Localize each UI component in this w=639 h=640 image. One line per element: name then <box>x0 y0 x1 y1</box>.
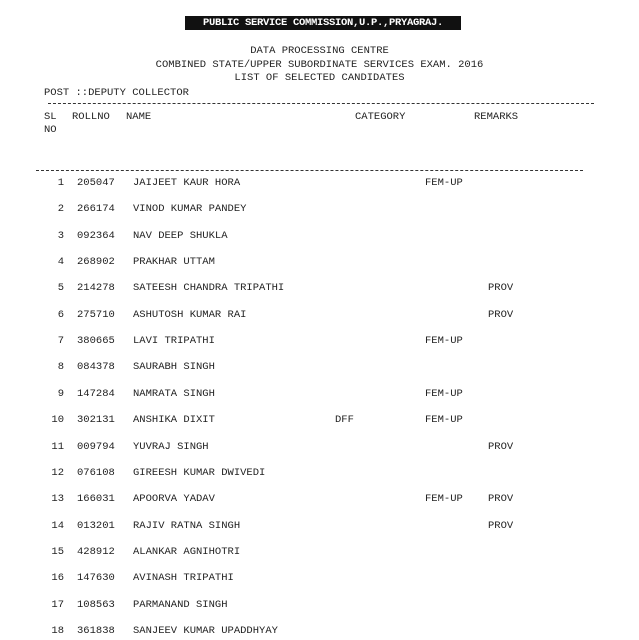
table-row <box>0 414 639 427</box>
candidate-name: PRAKHAR UTTAM <box>133 256 215 269</box>
candidate-name: NAMRATA SINGH <box>133 387 215 400</box>
sl-number: 7 <box>57 335 64 348</box>
roll-number: 108563 <box>77 598 115 611</box>
remarks-value: PROV <box>488 440 514 453</box>
sl-number: 5 <box>57 282 64 295</box>
candidate-name: SAURABH SINGH <box>133 361 215 374</box>
roll-number: 428912 <box>77 545 115 558</box>
candidate-name: VINOD KUMAR PANDEY <box>133 203 247 216</box>
col-name: NAME <box>126 111 152 123</box>
table-row <box>0 203 639 216</box>
table-row <box>0 282 639 295</box>
roll-number: 147284 <box>77 387 115 400</box>
roll-number: 268902 <box>77 256 115 269</box>
candidate-name: YUVRAJ SINGH <box>133 440 209 453</box>
subcategory-value: FEM-UP <box>425 335 463 348</box>
candidate-name: RAJIV RATNA SINGH <box>133 519 241 532</box>
roll-number: 009794 <box>77 440 115 453</box>
list-title: LIST OF SELECTED CANDIDATES <box>234 72 405 84</box>
candidate-name: APOORVA YADAV <box>133 493 215 506</box>
col-remarks: REMARKS <box>474 111 519 123</box>
table-row <box>0 230 639 243</box>
table-row <box>0 599 639 612</box>
sl-number: 10 <box>51 414 64 427</box>
table-row <box>0 441 639 454</box>
remarks-value: PROV <box>488 282 514 295</box>
table-row <box>0 625 639 638</box>
roll-number: 147630 <box>77 572 115 585</box>
table-row <box>0 177 639 190</box>
table-row <box>0 256 639 269</box>
commission-banner: PUBLIC SERVICE COMMISSION,U.P.,PRYAGRAJ. <box>185 16 461 30</box>
subcategory-value: FEM-UP <box>425 387 463 400</box>
table-row <box>0 388 639 401</box>
col-rollno: ROLLNO <box>72 111 110 123</box>
table-row <box>0 493 639 506</box>
roll-number: 266174 <box>77 203 115 216</box>
sl-number: 3 <box>57 229 64 242</box>
roll-number: 214278 <box>77 282 115 295</box>
remarks-value: PROV <box>488 493 514 506</box>
sl-number: 13 <box>51 493 64 506</box>
candidate-name: LAVI TRIPATHI <box>133 335 215 348</box>
sl-number: 12 <box>51 466 64 479</box>
candidate-name: ASHUTOSH KUMAR RAI <box>133 308 247 321</box>
header-divider-top <box>48 103 594 104</box>
sl-number: 11 <box>51 440 64 453</box>
roll-number: 076108 <box>77 466 115 479</box>
candidate-name: JAIJEET KAUR HORA <box>133 177 241 189</box>
col-no: NO <box>44 124 57 136</box>
remarks-value: PROV <box>488 519 514 532</box>
header-divider-bottom <box>36 170 583 171</box>
candidate-name: AVINASH TRIPATHI <box>133 572 234 585</box>
subcategory-value: FEM-UP <box>425 493 463 506</box>
roll-number: 380665 <box>77 335 115 348</box>
sl-number: 6 <box>57 308 64 321</box>
subcategory-value: FEM-UP <box>425 414 463 427</box>
roll-number: 013201 <box>77 519 115 532</box>
candidate-name: NAV DEEP SHUKLA <box>133 229 228 242</box>
dpc-title: DATA PROCESSING CENTRE <box>250 45 389 57</box>
post-label: POST ::DEPUTY COLLECTOR <box>44 87 189 99</box>
roll-number: 361838 <box>77 624 115 637</box>
candidate-name: ALANKAR AGNIHOTRI <box>133 545 241 558</box>
sl-number: 14 <box>51 519 64 532</box>
candidate-name: SATEESH CHANDRA TRIPATHI <box>133 282 285 295</box>
roll-number: 092364 <box>77 229 115 242</box>
candidate-name: SANJEEV KUMAR UPADDHYAY <box>133 624 278 637</box>
sl-number: 17 <box>51 598 64 611</box>
candidate-name: ANSHIKA DIXIT <box>133 414 215 427</box>
exam-title: COMBINED STATE/UPPER SUBORDINATE SERVICES EXAM. 2016 <box>155 59 484 71</box>
sl-number: 2 <box>57 203 64 216</box>
table-row <box>0 546 639 559</box>
sl-number: 1 <box>57 177 64 189</box>
sl-number: 18 <box>51 624 64 637</box>
table-row <box>0 467 639 480</box>
table-row <box>0 572 639 585</box>
roll-number: 275710 <box>77 308 115 321</box>
table-row <box>0 309 639 322</box>
candidate-name: GIREESH KUMAR DWIVEDI <box>133 466 266 479</box>
roll-number: 084378 <box>77 361 115 374</box>
roll-number: 302131 <box>77 414 115 427</box>
col-sl: SL <box>44 111 57 123</box>
category-value: DFF <box>335 414 354 427</box>
table-row <box>0 361 639 374</box>
table-row <box>0 335 639 348</box>
subcategory-value: FEM-UP <box>425 177 463 189</box>
candidate-name: PARMANAND SINGH <box>133 598 228 611</box>
remarks-value: PROV <box>488 308 514 321</box>
col-category: CATEGORY <box>355 111 406 123</box>
sl-number: 15 <box>51 545 64 558</box>
roll-number: 205047 <box>77 177 115 189</box>
table-row <box>0 520 639 533</box>
sl-number: 9 <box>57 387 64 400</box>
sl-number: 8 <box>57 361 64 374</box>
roll-number: 166031 <box>77 493 115 506</box>
sl-number: 16 <box>51 572 64 585</box>
sl-number: 4 <box>57 256 64 269</box>
